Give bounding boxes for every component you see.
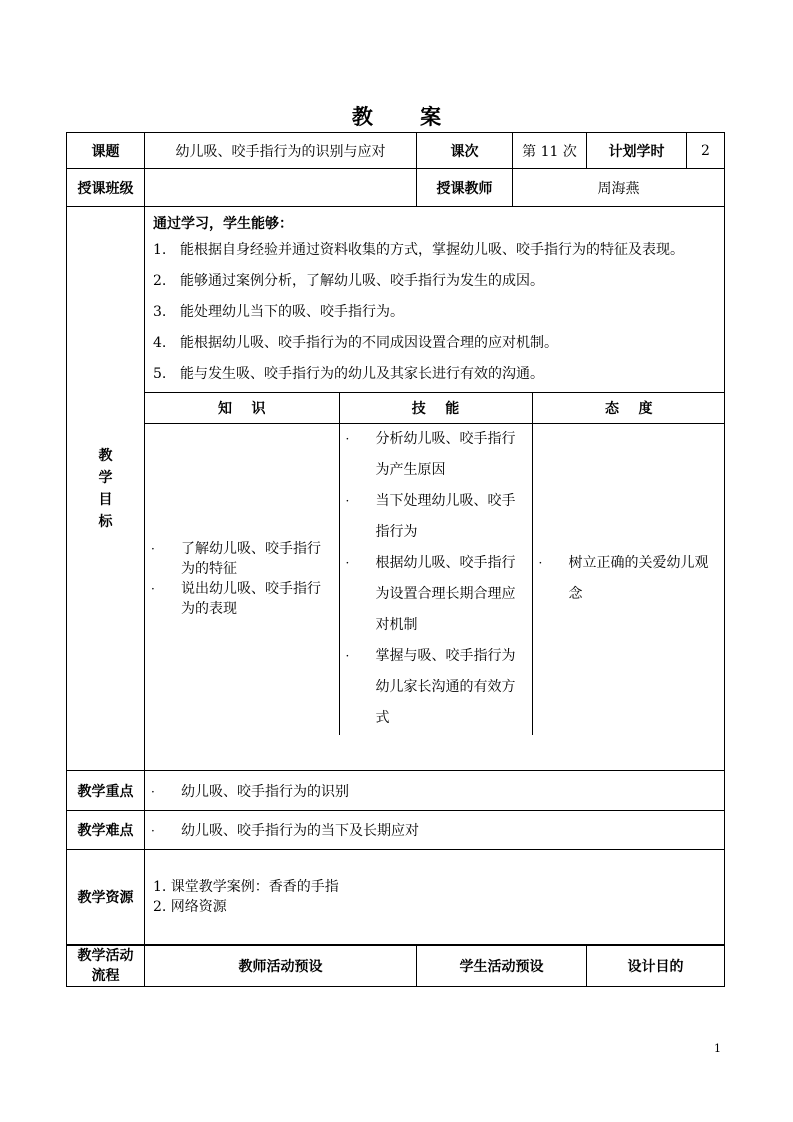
topic-label: 课题 [67, 133, 145, 169]
activity-label-line: 流程 [91, 967, 120, 984]
objective-item: 5. 能与发生吸、咬手指行为的幼儿及其家长进行有效的沟通。 [153, 366, 544, 382]
class-label: 授课班级 [67, 169, 145, 207]
resource-item: 1. 课堂教学案例：香香的手指 [153, 878, 339, 895]
activity-label [67, 945, 145, 987]
objectives-label-char: 学 [98, 469, 113, 486]
difficulties-label: 教学难点 [67, 811, 145, 850]
objective-item: 3. 能处理幼儿当下的吸、咬手指行为。 [153, 304, 404, 320]
hours-value: 2 [687, 133, 725, 169]
knowledge-item: · 了解幼儿吸、咬手指行为的特征 [151, 541, 321, 578]
attitude-header: 态 度 [532, 393, 725, 424]
attitude-item: · 树立正确的关爱幼儿观念 [538, 555, 709, 603]
session-value: 第 11 次 [513, 133, 587, 169]
teacher-activity-header: 教师活动预设 [145, 945, 417, 987]
resource-item: 2. 网络资源 [153, 898, 227, 915]
attitude-list [533, 548, 726, 610]
knowledge-cell [145, 424, 339, 735]
topic-value: 幼儿吸、咬手指行为的识别与应对 [145, 133, 417, 169]
objectives-intro: 通过学习，学生能够： [153, 216, 293, 232]
attitude-cell [532, 424, 725, 735]
knowledge-list [145, 539, 339, 619]
skills-cell [339, 424, 532, 735]
objectives-label-char: 标 [98, 513, 113, 530]
session-label: 课次 [417, 133, 513, 169]
document-title: 教 案 [351, 105, 462, 129]
objective-item: 4. 能根据幼儿吸、咬手指行为的不同成因设置合理的应对机制。 [153, 335, 558, 351]
lesson-plan-table [66, 132, 725, 987]
objectives-list [145, 235, 724, 390]
skills-item: · 根据幼儿吸、咬手指行为设置合理长期合理应对机制 [345, 555, 516, 634]
objectives-content [145, 207, 725, 771]
student-activity-header: 学生活动预设 [417, 945, 587, 987]
skills-item: · 分析幼儿吸、咬手指行为产生原因 [345, 431, 516, 479]
design-purpose-header: 设计目的 [587, 945, 725, 987]
objective-item: 2. 能够通过案例分析，了解幼儿吸、咬手指行为发生的成因。 [153, 273, 544, 289]
teacher-label: 授课教师 [417, 169, 513, 207]
skills-list [340, 424, 532, 734]
objective-item: 1. 能根据自身经验并通过资料收集的方式，掌握幼儿吸、咬手指行为的特征及表现。 [153, 242, 684, 258]
key-points-label: 教学重点 [67, 771, 145, 811]
objectives-label-char: 目 [98, 491, 113, 508]
activity-label-line: 教学活动 [77, 947, 134, 964]
class-value [145, 169, 417, 207]
hours-label: 计划学时 [587, 133, 687, 169]
resources-label: 教学资源 [67, 850, 145, 945]
skills-item: · 掌握与吸、咬手指行为幼儿家长沟通的有效方式 [345, 648, 516, 727]
skills-item: · 当下处理幼儿吸、咬手指行为 [345, 493, 516, 541]
objectives-label-char: 教 [98, 447, 113, 464]
difficulties-value: · 幼儿吸、咬手指行为的当下及长期应对 [145, 811, 725, 850]
page-number: 1 [714, 1042, 721, 1055]
objectives-subtable [145, 392, 725, 735]
resources-value [145, 850, 725, 945]
objectives-section-label [67, 207, 145, 771]
knowledge-item: · 说出幼儿吸、咬手指行为的表现 [151, 581, 321, 618]
skills-header: 技 能 [339, 393, 532, 424]
teacher-value: 周海燕 [513, 169, 725, 207]
knowledge-header: 知 识 [145, 393, 339, 424]
key-points-value: · 幼儿吸、咬手指行为的识别 [145, 771, 725, 811]
